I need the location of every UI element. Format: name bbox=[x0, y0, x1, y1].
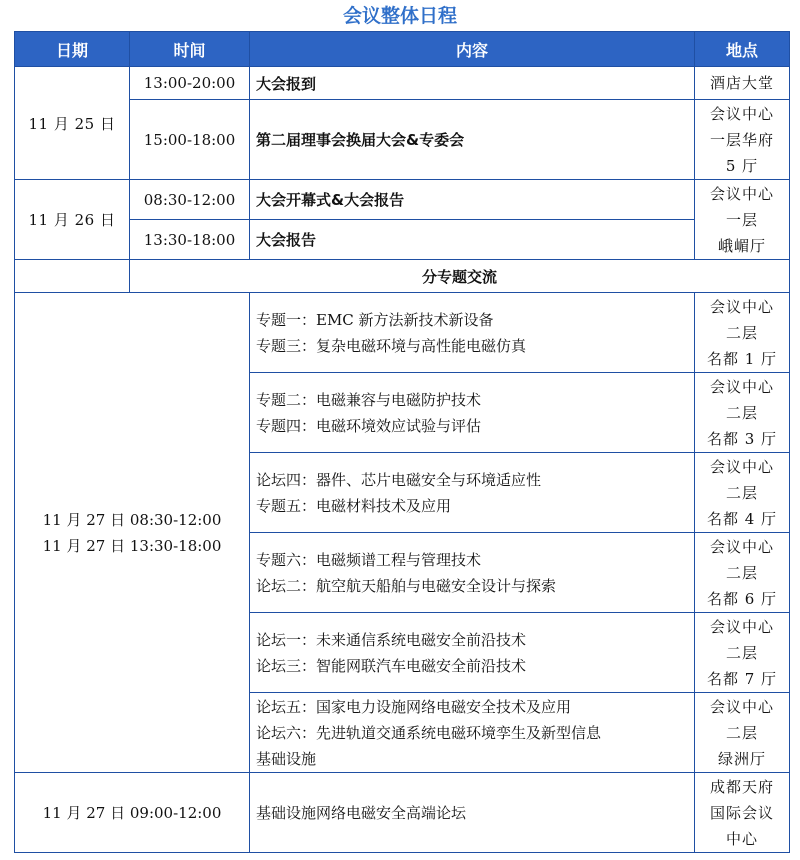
place-cell bbox=[695, 773, 790, 853]
time-cell: 13:00-20:00 bbox=[130, 67, 250, 100]
place-line: 会议中心 bbox=[709, 457, 774, 476]
topics-cell bbox=[250, 693, 695, 773]
date-cell: 11 月 26 日 bbox=[15, 180, 130, 260]
content-cell: 大会报到 bbox=[250, 67, 695, 100]
place-line: 名都 4 厅 bbox=[706, 509, 778, 528]
place-line: 二层 bbox=[725, 403, 758, 422]
topics-cell bbox=[250, 373, 695, 453]
topic-line: 论坛三：智能网联汽车电磁安全前沿技术 bbox=[256, 656, 527, 675]
place-cell bbox=[695, 373, 790, 453]
place-line: 5 厅 bbox=[725, 156, 759, 175]
topic-line: 论坛一：未来通信系统电磁安全前沿技术 bbox=[256, 630, 527, 649]
place-cell bbox=[695, 613, 790, 693]
topics-cell bbox=[250, 453, 695, 533]
topic-line: 专题二：电磁兼容与电磁防护技术 bbox=[256, 390, 482, 409]
topic-line: 专题五：电磁材料技术及应用 bbox=[256, 496, 452, 515]
place-cell bbox=[695, 693, 790, 773]
topic-line: 专题六：电磁频谱工程与管理技术 bbox=[256, 550, 482, 569]
table-row bbox=[15, 773, 790, 853]
header-content: 内容 bbox=[250, 32, 695, 67]
place-line: 一层 bbox=[725, 210, 758, 229]
place-line: 二层 bbox=[725, 563, 758, 582]
topic-line: 论坛五：国家电力设施网络电磁安全技术及应用 bbox=[256, 697, 572, 716]
topic-line: 论坛六：先进轨道交通系统电磁环境孪生及新型信息 bbox=[256, 723, 602, 742]
place-line: 会议中心 bbox=[709, 184, 774, 203]
page-title: 会议整体日程 bbox=[342, 5, 457, 27]
place-line: 会议中心 bbox=[709, 697, 774, 716]
place-line: 峨嵋厅 bbox=[717, 236, 766, 255]
section-title: 分专题交流 bbox=[130, 260, 790, 293]
place-line: 会议中心 bbox=[709, 297, 774, 316]
place-line: 名都 3 厅 bbox=[706, 429, 778, 448]
place-line: 二层 bbox=[725, 723, 758, 742]
time-cell: 15:00-18:00 bbox=[130, 100, 250, 180]
place-cell bbox=[695, 453, 790, 533]
empty-cell bbox=[15, 260, 130, 293]
table-row bbox=[15, 67, 790, 100]
place-line: 一层华府 bbox=[709, 130, 774, 149]
session-line: 11 月 27 日 13:30-18:00 bbox=[42, 536, 222, 555]
place-line: 二层 bbox=[725, 643, 758, 662]
place-line: 成都天府 bbox=[709, 777, 774, 796]
content-cell: 第二届理事会换届大会&专委会 bbox=[250, 100, 695, 180]
session-line: 11 月 27 日 08:30-12:00 bbox=[42, 510, 222, 529]
place-line: 二层 bbox=[725, 483, 758, 502]
header-row bbox=[15, 32, 790, 67]
place-cell bbox=[695, 293, 790, 373]
session-cell: 11 月 27 日 09:00-12:00 bbox=[15, 773, 250, 853]
topics-cell bbox=[250, 293, 695, 373]
content-cell: 基础设施网络电磁安全高端论坛 bbox=[250, 773, 695, 853]
topic-line: 基础设施 bbox=[256, 749, 317, 768]
content-cell: 大会开幕式&大会报告 bbox=[250, 180, 695, 220]
place-cell bbox=[695, 533, 790, 613]
place-line: 二层 bbox=[725, 323, 758, 342]
section-row bbox=[15, 260, 790, 293]
topics-cell bbox=[250, 613, 695, 693]
table-row bbox=[15, 100, 790, 180]
header-place: 地点 bbox=[695, 32, 790, 67]
place-cell bbox=[695, 100, 790, 180]
place-line: 绿洲厅 bbox=[717, 749, 766, 768]
place-line: 会议中心 bbox=[709, 537, 774, 556]
place-line: 会议中心 bbox=[709, 377, 774, 396]
content-cell: 大会报告 bbox=[250, 220, 695, 260]
place-line: 会议中心 bbox=[709, 617, 774, 636]
topics-cell bbox=[250, 533, 695, 613]
schedule-table bbox=[14, 31, 790, 853]
date-cell: 11 月 25 日 bbox=[15, 67, 130, 180]
place-line: 国际会议 bbox=[709, 803, 774, 822]
table-row bbox=[15, 180, 790, 220]
time-cell: 13:30-18:00 bbox=[130, 220, 250, 260]
topic-line: 论坛四：器件、芯片电磁安全与环境适应性 bbox=[256, 470, 542, 489]
session-cell bbox=[15, 293, 250, 773]
place-line: 名都 1 厅 bbox=[706, 349, 778, 368]
place-cell bbox=[695, 180, 790, 260]
topic-line: 专题四：电磁环境效应试验与评估 bbox=[256, 416, 482, 435]
place-line: 会议中心 bbox=[709, 104, 774, 123]
header-time: 时间 bbox=[130, 32, 250, 67]
table-row bbox=[15, 220, 790, 260]
topic-line: 专题三：复杂电磁环境与高性能电磁仿真 bbox=[256, 336, 527, 355]
topic-line: 专题一：EMC 新方法新技术新设备 bbox=[256, 310, 494, 329]
time-cell: 08:30-12:00 bbox=[130, 180, 250, 220]
topic-line: 论坛二：航空航天船舶与电磁安全设计与探索 bbox=[256, 576, 557, 595]
place-line: 中心 bbox=[725, 829, 758, 848]
header-date: 日期 bbox=[15, 32, 130, 67]
place-cell: 酒店大堂 bbox=[695, 67, 790, 100]
place-line: 名都 7 厅 bbox=[706, 669, 778, 688]
place-line: 名都 6 厅 bbox=[706, 589, 778, 608]
table-row bbox=[15, 293, 790, 373]
